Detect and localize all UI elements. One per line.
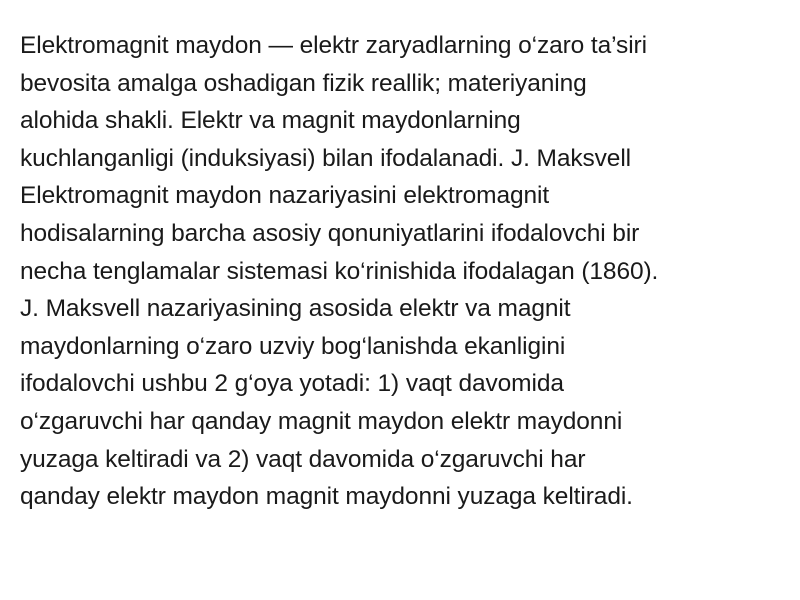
paragraph-line: hodisalarning barcha asosiy qonuniyatlarini ifodalovchi bir (20, 219, 640, 247)
paragraph-line: kuchlanganligi (induksiyasi) bilan ifodalanadi. J. Maksvell (20, 144, 632, 172)
paragraph-line: necha tenglamalar sistemasi ko‘rinishida ifodalagan (1860). (20, 257, 659, 285)
paragraph-line: maydonlarning o‘zaro uzviy bog‘lanishda ekanligini (20, 332, 566, 360)
paragraph-line: alohida shakli. Elektr va magnit maydonlarning (20, 107, 521, 135)
paragraph-line: yuzaga keltiradi va 2) vaqt davomida o‘zgaruvchi har (20, 445, 586, 473)
paragraph-line: Elektromagnit maydon nazariyasini elektromagnit (20, 182, 550, 210)
body-paragraph (20, 27, 785, 516)
paragraph-line: Elektromagnit maydon — elektr zaryadlarning o‘zaro ta’siri (20, 32, 647, 59)
paragraph-line: ifodalovchi ushbu 2 g‘oya yotadi: 1) vaqt davomida (20, 370, 564, 398)
paragraph-line: o‘zgaruvchi har qanday magnit maydon elektr maydonni (20, 407, 623, 435)
paragraph-line: qanday elektr maydon magnit maydonni yuzaga keltiradi. (20, 483, 633, 511)
paragraph-line: J. Maksvell nazariyasining asosida elektr va magnit (20, 295, 571, 323)
paragraph-line: bevosita amalga oshadigan fizik reallik; materiyaning (20, 69, 587, 97)
